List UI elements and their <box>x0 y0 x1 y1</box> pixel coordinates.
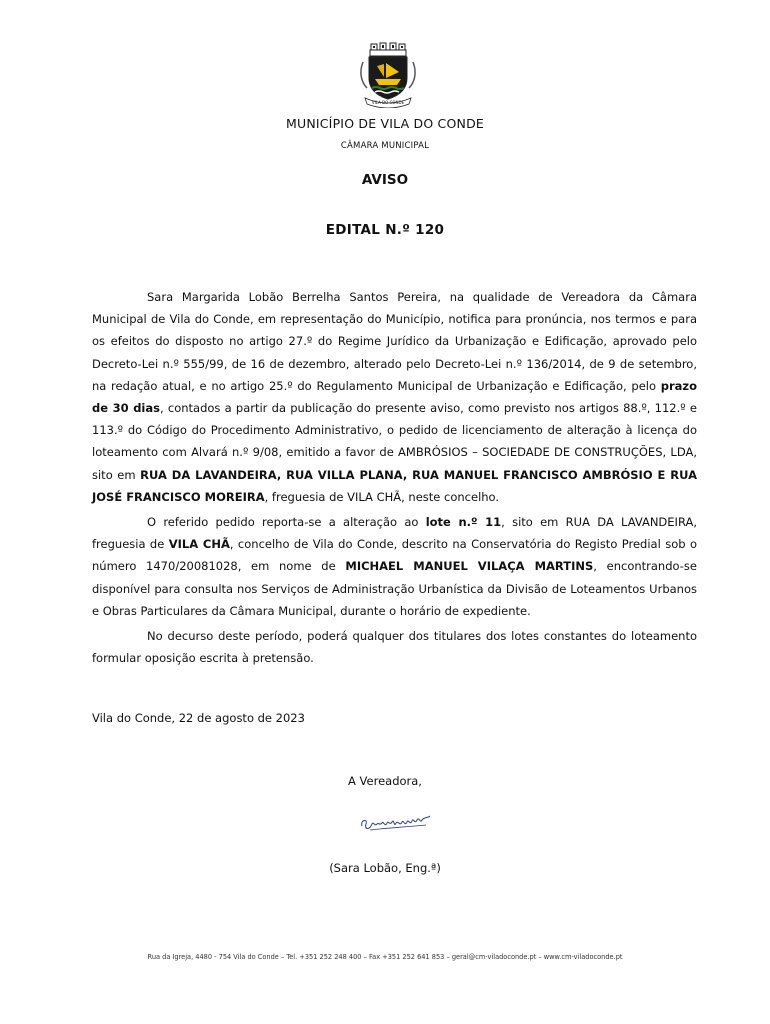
signatory-role: A Vereadora, <box>348 774 422 788</box>
paragraph-1: Sara Margarida Lobão Berrelha Santos Pereira, na qualidade de Vereadora da Câmara Municipal de Vila do Conde, em representação do Município, notifica para pronúncia, nos termos e para os efeitos do disposto no artigo 27.º do Regime Jurídico da Urbanização e Edificação, aprovado pelo Decreto-Lei n.º 555/99, de 16 de dezembro, alterado pelo Decreto-Lei n.º 136/2014, de 9 de setembro, na redação atual, e no artigo 25.º do Regulamento Municipal de Urbanização e Edificação, pelo prazo de 30 dias, contados a partir da publicação do presente aviso, como previsto nos artigos 88.º, 112.º e 113.º do Código do Procedimento Administrativo, o pedido de licenciamento de alteração à licença do loteamento com Alvará n.º 9/08, emitido a favor de AMBRÓSIOS – SOCIEDADE DE CONSTRUÇÕES, LDA, sito em RUA DA LAVANDEIRA, RUA VILLA PLANA, RUA MANUEL FRANCISCO AMBRÓSIO E RUA JOSÉ FRANCISCO MOREIRA, freguesia de VILA CHÃ, neste concelho. <box>92 290 698 504</box>
edital-number: EDITAL N.º 120 <box>325 222 445 238</box>
document-body <box>92 286 697 672</box>
council-name: CÂMARA MUNICIPAL <box>340 141 430 151</box>
municipal-crest-logo <box>357 42 419 108</box>
document-title: AVISO <box>361 172 409 188</box>
municipality-name: MUNICÍPIO DE VILA DO CONDE <box>285 116 484 131</box>
date-line: Vila do Conde, 22 de agosto de 2023 <box>92 711 305 725</box>
handwritten-signature <box>356 808 436 838</box>
paragraph-2: O referido pedido reporta-se a alteração ao lote n.º 11, sito em RUA DA LAVANDEIRA, freguesia de VILA CHÃ, concelho de Vila do Conde, descrito na Conservatória do Registo Predial sob o número 1470/20081028, em nome de MICHAEL MANUEL VILAÇA MARTINS, encontrando-se disponível para consulta nos Serviços de Administração Urbanística da Divisão de Loteamentos Urbanos e Obras Particulares da Câmara Municipal, durante o horário de expediente. <box>92 515 697 618</box>
signatory-name: (Sara Lobão, Eng.ª) <box>329 861 441 875</box>
svg-text:VILA DO CONDE: VILA DO CONDE <box>371 100 405 105</box>
footer-contact: Rua da Igreja, 4480 - 754 Vila do Conde – Tel. +351 252 248 400 – Fax +351 252 641 853 – geral@cm-viladoconde.pt – www.cm-viladoconde.pt <box>147 953 623 961</box>
paragraph-3: No decurso deste período, poderá qualquer dos titulares dos lotes constantes do loteamento formular oposição escrita à pretensão. <box>92 629 697 666</box>
